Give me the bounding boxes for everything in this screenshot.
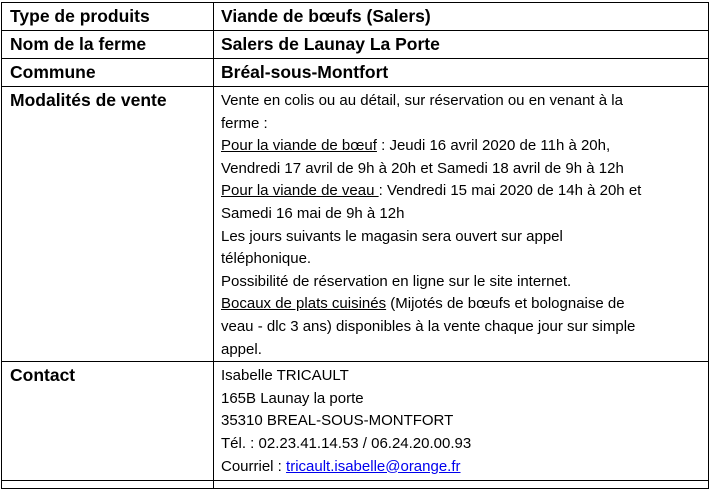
sales-terms-line: Vente en colis ou au détail, sur réservation ou en venant à la <box>221 92 623 109</box>
contact-value <box>214 362 709 481</box>
sales-terms-line: appel. <box>221 340 262 358</box>
farm-name-value: Salers de Launay La Porte <box>214 31 709 59</box>
jars-heading: Bocaux de plats cuisinés <box>221 295 387 313</box>
sales-terms-value <box>214 87 709 362</box>
contact-email-link[interactable]: tricault.isabelle@orange.fr <box>286 457 461 475</box>
row-sales-terms <box>2 87 709 362</box>
product-type-label: Type de produits <box>2 3 214 31</box>
commune-label: Commune <box>2 59 214 87</box>
sales-terms-line: Pour la viande de veau : Vendredi 15 mai 2020 de 14h à 20h et <box>221 182 642 200</box>
contact-name: Isabelle TRICAULT <box>221 367 349 385</box>
trailing-empty-cell <box>214 481 709 489</box>
sales-terms-line: Pour la viande de bœuf : Jeudi 16 avril 2020 de 11h à 20h, <box>221 137 611 155</box>
row-contact <box>2 362 709 481</box>
sales-terms-line: Vendredi 17 avril de 9h à 20h et Samedi 18 avril de 9h à 12h <box>221 159 624 177</box>
farm-name-label: Nom de la ferme <box>2 31 214 59</box>
contact-label: Contact <box>2 362 214 481</box>
contact-address-street: 165B Launay la porte <box>221 389 364 407</box>
sales-terms-line: téléphonique. <box>221 250 312 268</box>
sales-terms-line: Possibilité de réservation en ligne sur le site internet. <box>221 272 572 290</box>
row-farm-name <box>2 31 709 59</box>
contact-address-city: 35310 BREAL-SOUS-MONTFORT <box>221 412 454 430</box>
sales-terms-line: Bocaux de plats cuisinés (Mijotés de bœufs et bolognaise de <box>221 295 625 313</box>
sales-terms-line: Les jours suivants le magasin sera ouvert sur appel <box>221 227 563 245</box>
contact-phone: Tél. : 02.23.41.14.53 / 06.24.20.00.93 <box>221 434 472 452</box>
product-type-value: Viande de bœufs (Salers) <box>214 3 709 31</box>
sales-terms-line: ferme : <box>221 114 268 132</box>
sales-terms-line: veau - dlc 3 ans) disponibles à la vente chaque jour sur simple <box>221 317 636 335</box>
row-trailing <box>2 481 709 489</box>
trailing-empty-cell <box>2 481 214 489</box>
veal-heading: Pour la viande de veau <box>221 182 379 200</box>
contact-email-line <box>221 456 702 479</box>
sales-terms-label: Modalités de vente <box>2 87 214 362</box>
row-commune <box>2 59 709 87</box>
beef-heading: Pour la viande de bœuf <box>221 137 377 155</box>
commune-value: Bréal-sous-Montfort <box>214 59 709 87</box>
row-product-type <box>2 3 709 31</box>
contact-email-label: Courriel : <box>221 457 287 475</box>
sales-terms-line: Samedi 16 mai de 9h à 12h <box>221 204 405 222</box>
farm-info-table <box>1 2 709 489</box>
